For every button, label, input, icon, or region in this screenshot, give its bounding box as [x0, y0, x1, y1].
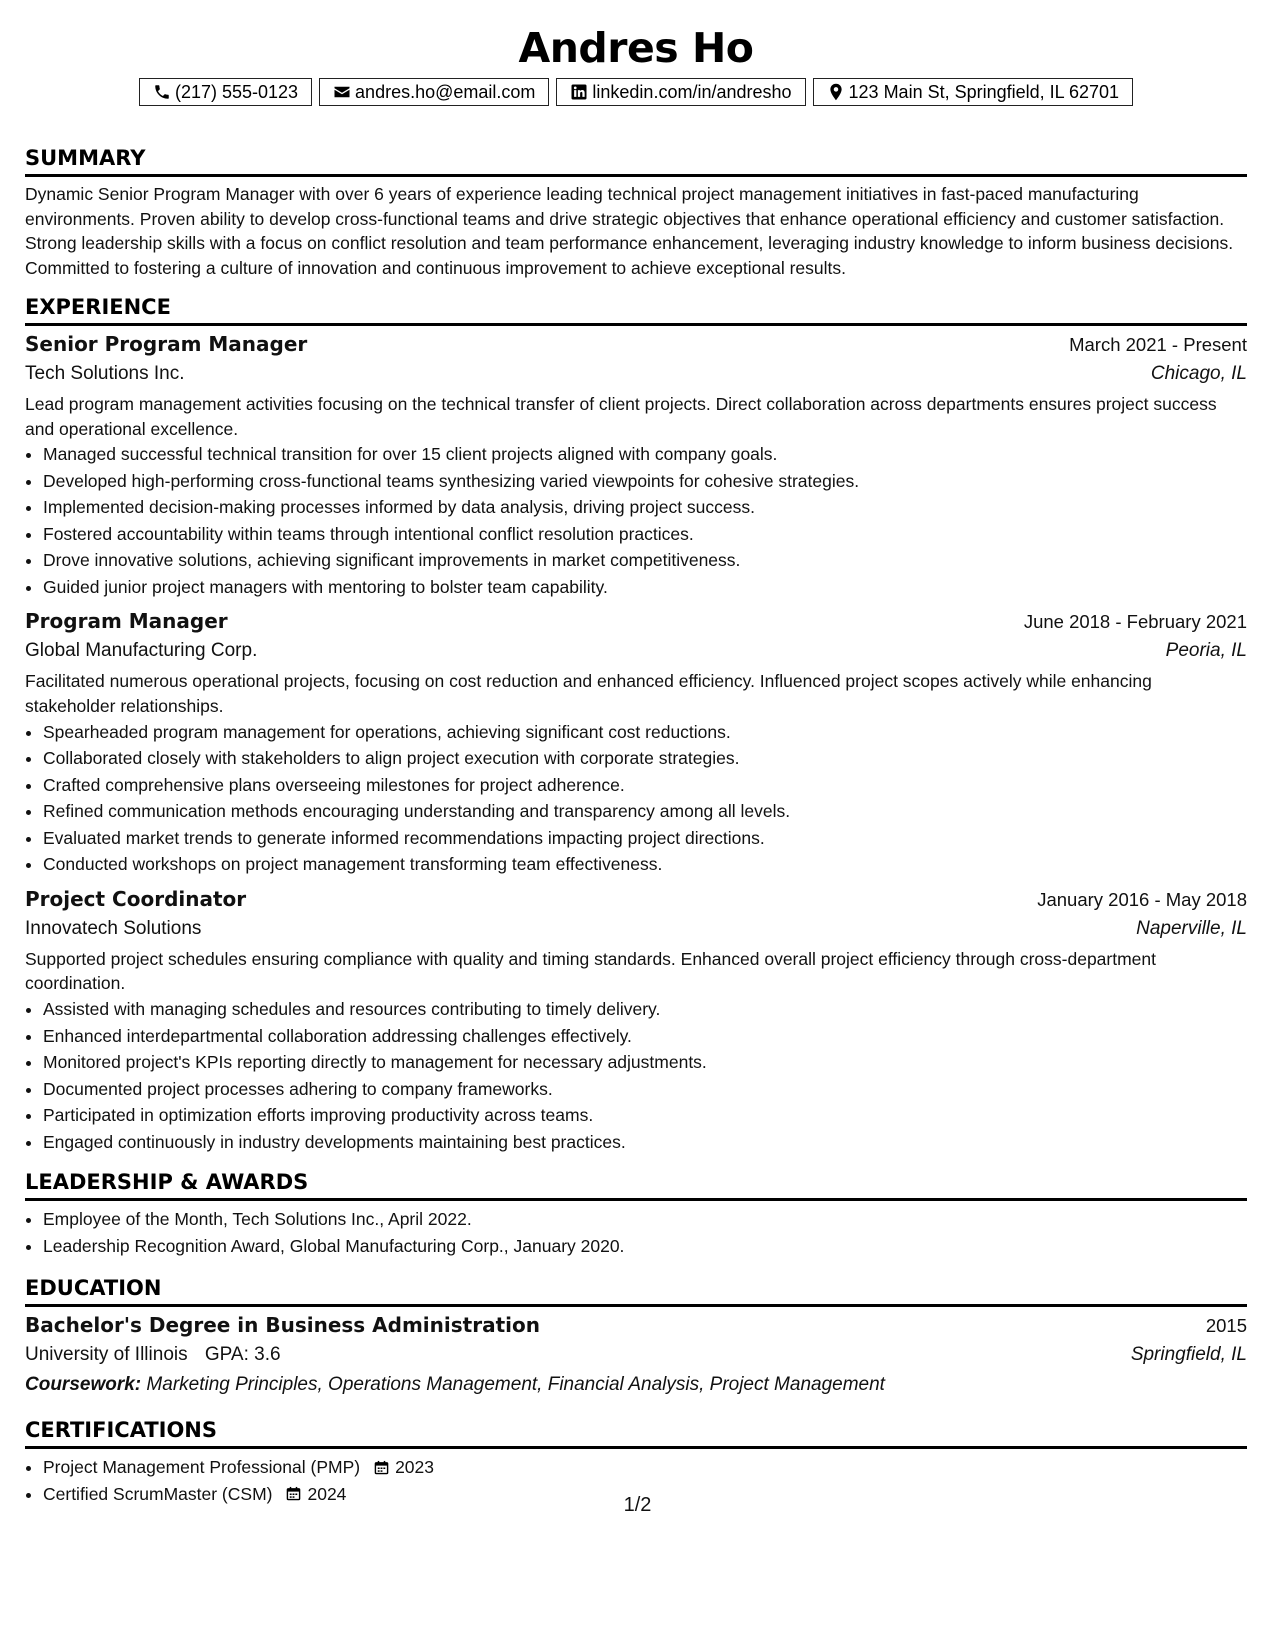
list-item: • Developed high-performing cross-functional teams synthesizing varied viewpoints for cohesive strategies.: [43, 468, 1247, 495]
cert-name: • Project Management Professional (PMP): [43, 1457, 361, 1478]
cert-name: • Certified ScrumMaster (CSM): [43, 1483, 273, 1504]
list-item: • Assisted with managing schedules and resources contributing to timely delivery.: [43, 996, 1247, 1023]
list-item: [43, 1454, 1247, 1481]
list-item: • Engaged continuously in industry developments maintaining best practices.: [43, 1129, 1247, 1156]
contact-address[interactable]: [813, 78, 1134, 106]
list-item: • Monitored project's KPIs reporting directly to management for necessary adjustments.: [43, 1049, 1247, 1076]
school-location: Springfield, IL: [1130, 1344, 1247, 1366]
job-title: Senior Program Manager: [25, 331, 308, 356]
list-item: • Participated in optimization efforts improving productivity across teams.: [43, 1102, 1247, 1129]
school-name: University of Illinois: [25, 1344, 188, 1366]
list-item: • Conducted workshops on project management transforming team effectiveness.: [43, 851, 1247, 878]
job-bullets: [25, 441, 1247, 600]
job-bullets: [25, 996, 1247, 1155]
job-location: Chicago, IL: [1150, 362, 1247, 384]
awards-section: [25, 1167, 1247, 1259]
job-company: Global Manufacturing Corp.: [25, 640, 258, 662]
linkedin-icon: [570, 83, 588, 101]
email-text: andres.ho@email.com: [355, 81, 536, 102]
list-item: • Fostered accountability within teams through intentional conflict resolution practices.: [43, 521, 1247, 548]
coursework: [25, 1370, 1247, 1400]
job-company: Innovatech Solutions: [25, 917, 202, 939]
degree-title: Bachelor's Degree in Business Administration: [25, 1313, 540, 1338]
job-bullets: [25, 719, 1247, 878]
list-item: • Implemented decision-making processes informed by data analysis, driving project success.: [43, 494, 1247, 521]
job-company: Tech Solutions Inc.: [25, 362, 185, 384]
contact-bar: [25, 78, 1247, 106]
summary-text: Dynamic Senior Program Manager with over 6 years of experience leading technical project management initiatives in fast-paced manufacturing environments. Proven ability to develop cross-functional teams and drive strategic objectives that enhance operational efficiency and customer satisfaction. Strong leadership skills with a focus on conflict resolution and team performance enhancement, leveraging industry knowledge to inform business decisions. Committed to fostering a culture of innovation and continuous improvement to achieve exceptional results.: [25, 184, 1234, 279]
phone-text: (217) 555-0123: [174, 81, 299, 102]
experience-section: [25, 292, 1247, 1155]
gpa: GPA: 3.6: [204, 1344, 281, 1366]
list-item: • Managed successful technical transition for over 15 client projects aligned with company goals.: [43, 441, 1247, 468]
section-title-awards: LEADERSHIP & AWARDS: [25, 1167, 1247, 1201]
map-marker-icon: [827, 83, 845, 101]
section-title-experience: EXPERIENCE: [25, 292, 1247, 326]
page-number: 1/2: [623, 1494, 652, 1516]
list-item: • Crafted comprehensive plans overseeing milestones for project adherence.: [43, 772, 1247, 799]
list-item: • Leadership Recognition Award, Global Manufacturing Corp., January 2020.: [43, 1233, 1247, 1260]
phone-icon: [153, 83, 171, 101]
job-entry: [25, 884, 1247, 1155]
list-item: • Employee of the Month, Tech Solutions Inc., April 2022.: [43, 1206, 1247, 1233]
job-dates: June 2018 - February 2021: [1023, 611, 1247, 633]
list-item: • Spearheaded program management for operations, achieving significant cost reductions.: [43, 719, 1247, 746]
awards-list: [25, 1206, 1247, 1259]
section-title-education: EDUCATION: [25, 1273, 1247, 1307]
job-description: Facilitated numerous operational projects, focusing on cost reduction and enhanced efficiency. Influenced project scopes actively while enhancing stakeholder relationships.: [25, 671, 1152, 716]
job-location: Peoria, IL: [1165, 640, 1247, 662]
coursework-label: Coursework:: [25, 1374, 142, 1396]
section-title-summary: SUMMARY: [25, 143, 1247, 177]
job-description: Lead program management activities focusing on the technical transfer of client projects. Direct collaboration across departments ensures project success and operational excellence.: [25, 393, 1217, 439]
list-item: • Documented project processes adhering to company frameworks.: [43, 1076, 1247, 1103]
contact-linkedin[interactable]: [556, 78, 805, 106]
list-item: • Evaluated market trends to generate informed recommendations impacting project directions.: [43, 825, 1247, 852]
linkedin-text: linkedin.com/in/andresho: [592, 81, 792, 102]
summary-section: [25, 143, 1247, 281]
education-section: [25, 1273, 1247, 1400]
job-description: Supported project schedules ensuring compliance with quality and timing standards. Enhanced overall project efficiency through cross-department coordination.: [25, 948, 1157, 994]
calendar-icon: [374, 1460, 389, 1475]
job-title: Project Coordinator: [25, 886, 247, 911]
contact-email[interactable]: [319, 78, 549, 106]
section-title-certifications: CERTIFICATIONS: [25, 1415, 1247, 1449]
coursework-list: Marketing Principles, Operations Management, Financial Analysis, Project Management: [146, 1374, 885, 1396]
list-item: • Drove innovative solutions, achieving significant improvements in market competitiveness.: [43, 547, 1247, 574]
resume-page: [25, 0, 1247, 1507]
envelope-icon: [333, 83, 351, 101]
cert-year: 2024: [307, 1483, 347, 1504]
list-item: • Refined communication methods encouraging understanding and transparency among all levels.: [43, 798, 1247, 825]
list-item: • Collaborated closely with stakeholders to align project execution with corporate strategies.: [43, 745, 1247, 772]
cert-year: 2023: [395, 1457, 435, 1478]
address-text: 123 Main St, Springfield, IL 62701: [848, 81, 1120, 102]
candidate-name: Andres Ho: [518, 24, 754, 72]
graduation-year: 2015: [1205, 1315, 1247, 1337]
job-dates: January 2016 - May 2018: [1037, 888, 1247, 910]
job-dates: March 2021 - Present: [1069, 333, 1247, 355]
contact-phone[interactable]: [139, 78, 312, 106]
list-item: • Enhanced interdepartmental collaboration addressing challenges effectively.: [43, 1023, 1247, 1050]
job-entry: [25, 329, 1247, 600]
list-item: • Guided junior project managers with mentoring to bolster team capability.: [43, 574, 1247, 601]
job-title: Program Manager: [25, 609, 228, 634]
job-entry: [25, 606, 1247, 877]
job-location: Naperville, IL: [1136, 917, 1247, 939]
